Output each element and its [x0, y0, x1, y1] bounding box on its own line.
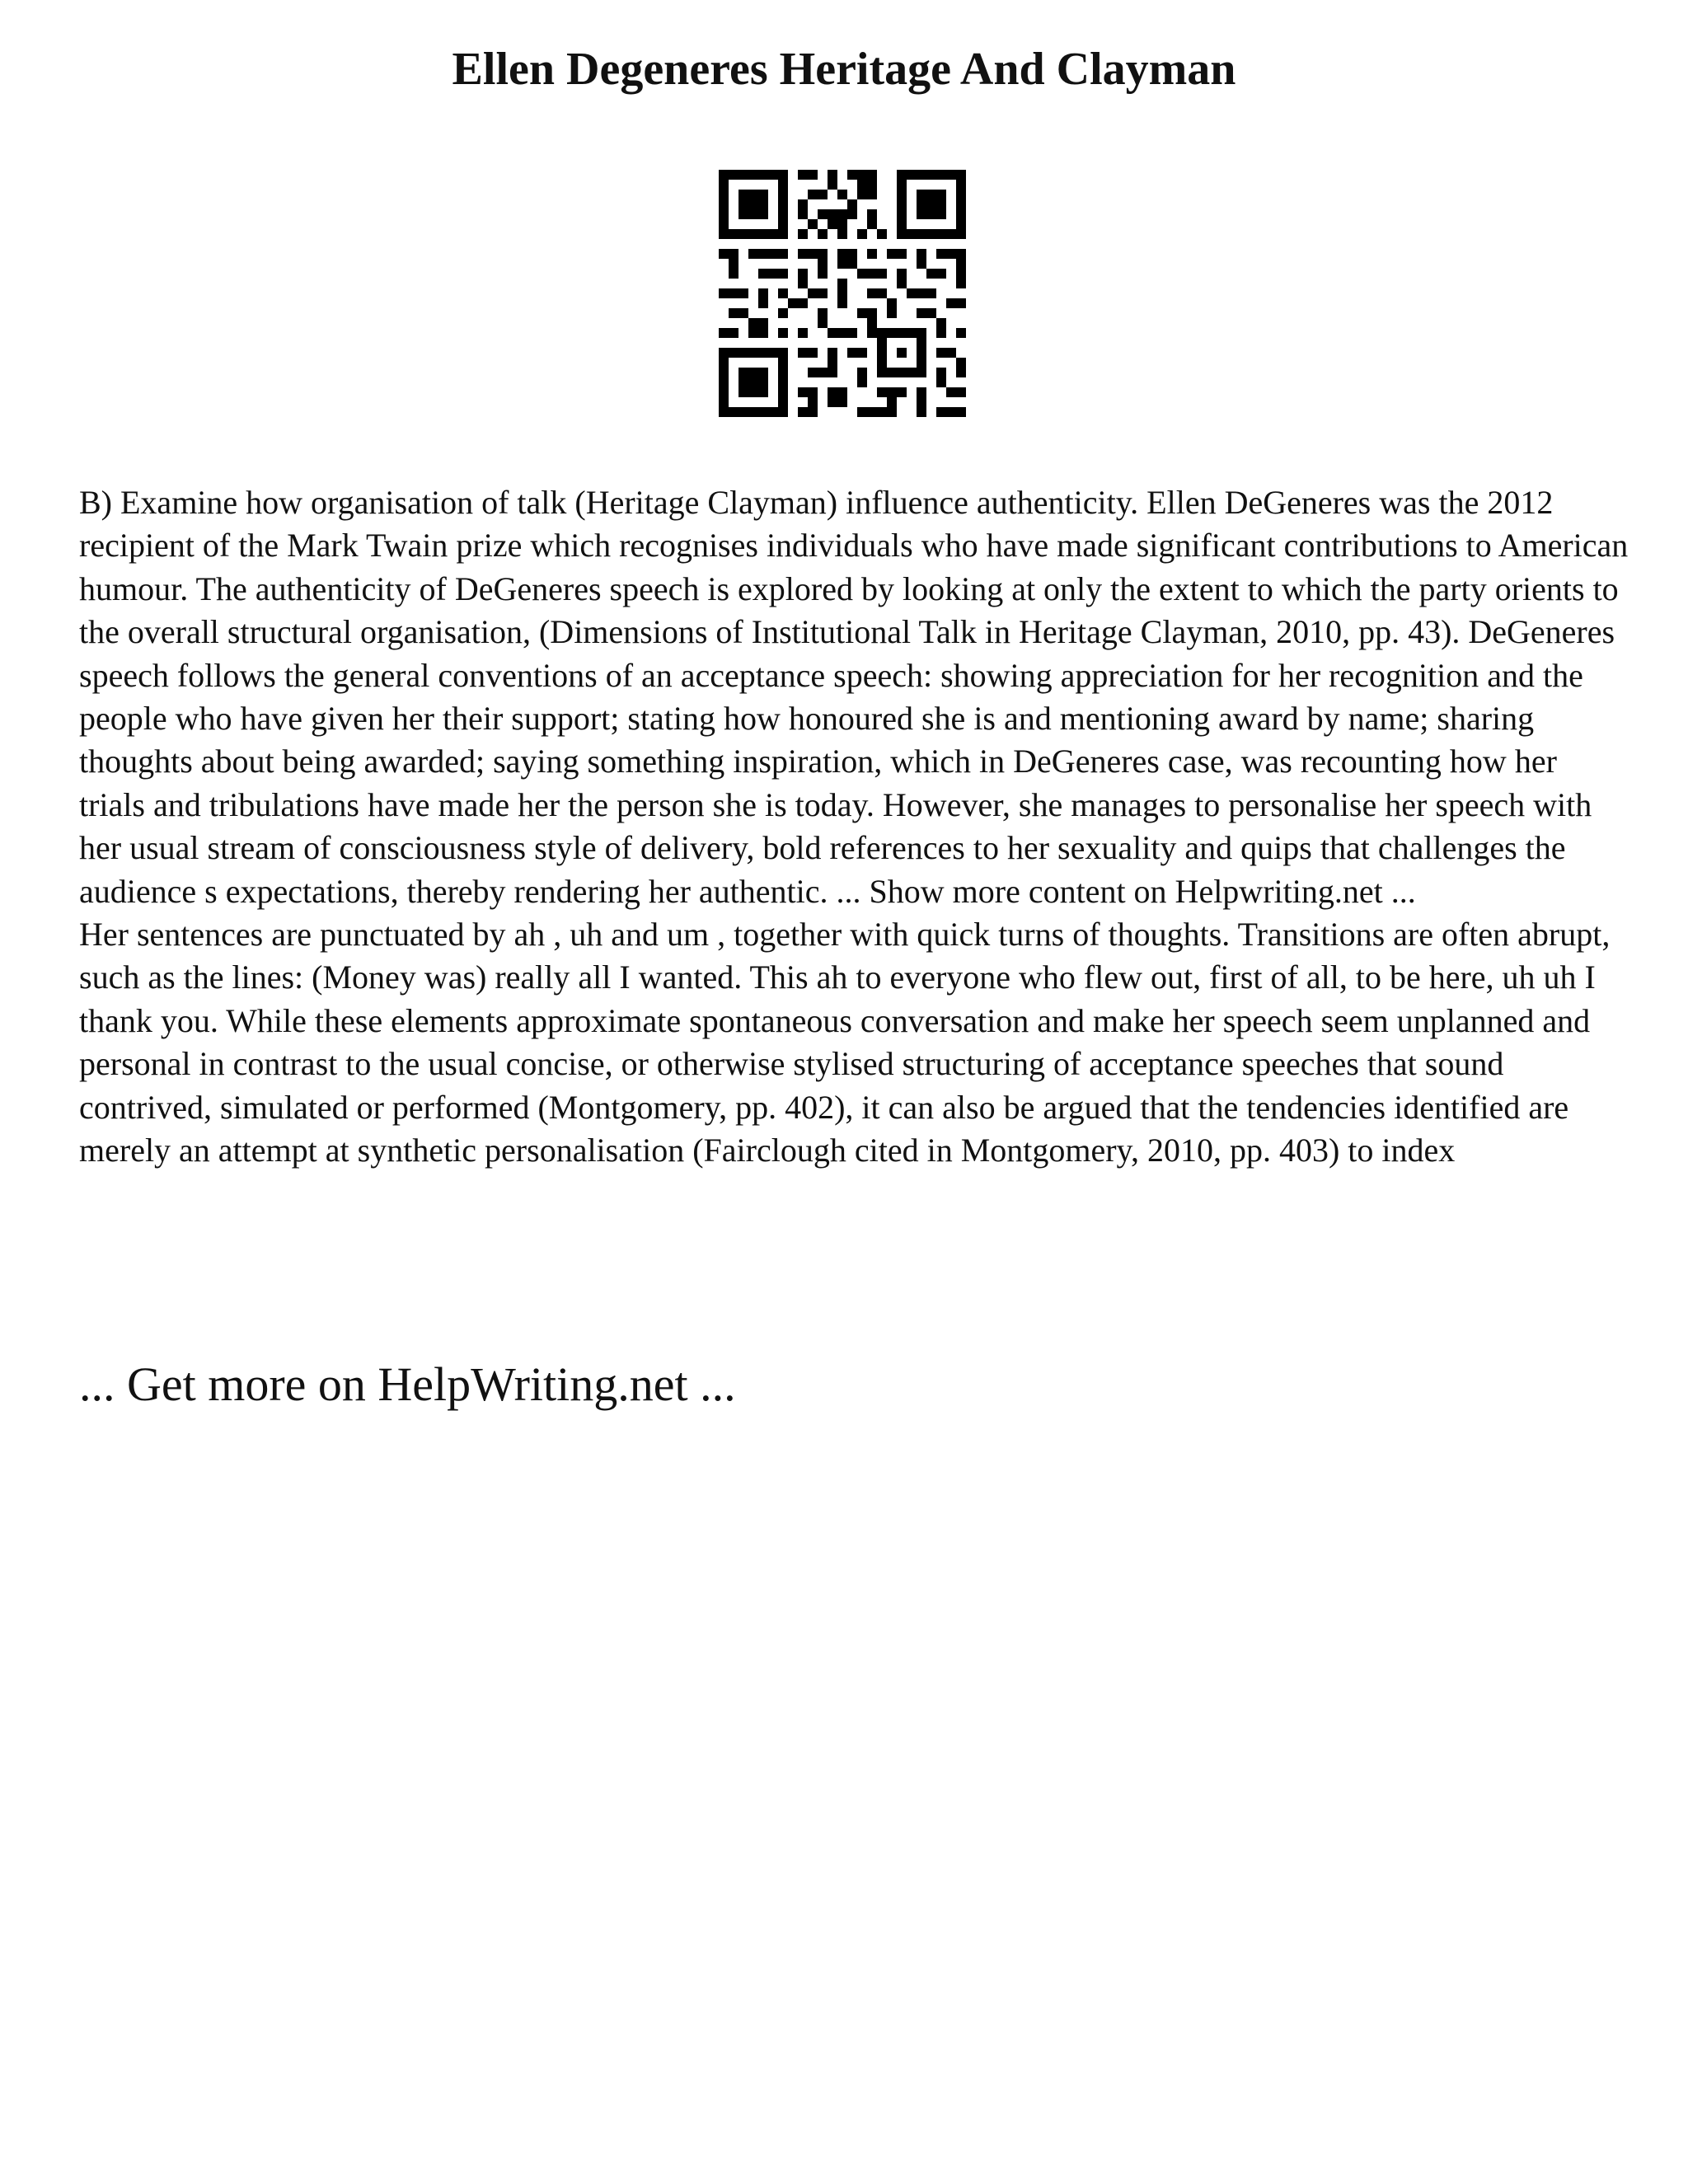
paragraph: Her sentences are punctuated by ah , uh and um , together with quick turns of thoughts. Transitions are often abrupt, such as the lines: (Money was) really all I wanted. This ah to everyone who flew out, first of all, to be here, uh uh I thank you. While these elements approximate spontaneous conversation and make her speech seem unplanned and personal in contrast to the usual concise, or otherwise stylised structuring of acceptance speeches that sound contrived, simulated or performed (Montgomery, pp. 402), it can also be argued that the tendencies identified are merely an attempt at synthetic personalisation (Fairclough cited in Montgomery, 2010, pp. 403) to index [79, 916, 1611, 1169]
get-more-link[interactable]: ... Get more on HelpWriting.net ... [79, 1357, 736, 1411]
qr-code-image [719, 170, 966, 417]
article-body [79, 481, 1629, 1173]
paragraph: B) Examine how organisation of talk (Heritage Clayman) influence authenticity. Ellen DeGeneres was the 2012 recipient of the Mark Twain prize which recognises individuals who have made significant contributions to American humour. The authenticity of DeGeneres speech is explored by looking at only the extent to which the party orients to the overall structural organisation, (Dimensions of Institutional Talk in Heritage Clayman, 2010, pp. 43). DeGeneres speech follows the general conventions of an acceptance speech: showing appreciation for her recognition and the people who have given her their support; stating how honoured she is and mentioning award by name; sharing thoughts about being awarded; saying something inspiration, which in DeGeneres case, was recounting how her trials and tribulations have made her the person she is today. However, she manages to personalise her speech with her usual stream of consciousness style of delivery, bold references to her sexuality and quips that challenges the audience s expectations, thereby rendering her authentic. ... Show more content on Helpwriting.net ... [79, 484, 1629, 910]
qr-code-graphic [719, 170, 966, 417]
page-title: Ellen Degeneres Heritage And Clayman [452, 44, 1236, 95]
